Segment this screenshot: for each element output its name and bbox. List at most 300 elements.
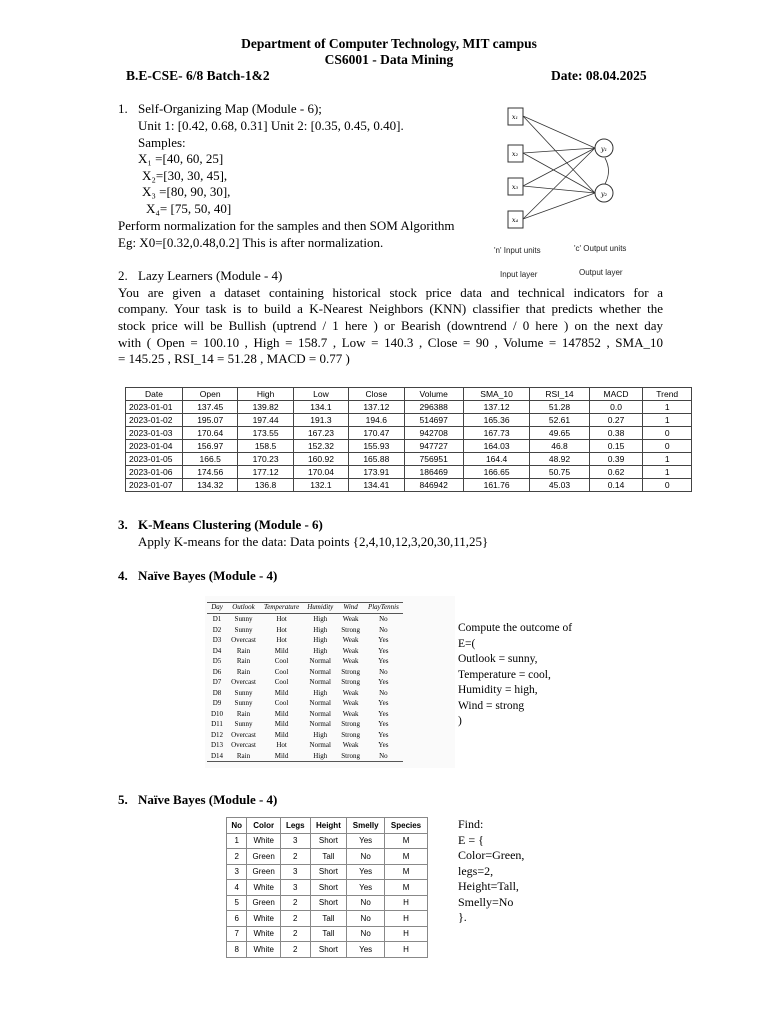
- q2-para-line-4: with ( Open = 100.10 , High = 158.7 , Low = 140.3 , Close = 90 , Volume = 147852 , SMA_10: [118, 335, 663, 350]
- stock-table: [125, 387, 692, 492]
- table-cell: 3: [281, 880, 311, 896]
- table-cell: Strong: [341, 667, 360, 676]
- table-cell: 173.91: [349, 466, 404, 479]
- q5-title: Naïve Bayes (Module - 4): [138, 792, 278, 807]
- table-cell: Cool: [274, 667, 289, 676]
- table-cell: 2: [281, 942, 311, 958]
- col-header: Temperature: [260, 603, 303, 614]
- table-cell: Overcast: [231, 636, 256, 644]
- table-cell: Weak: [342, 657, 359, 665]
- output-label-2: y₂: [600, 190, 608, 198]
- table-cell: 2: [281, 895, 311, 911]
- table-cell: D8: [212, 688, 222, 697]
- table-cell: Mild: [274, 730, 289, 739]
- table-cell: 0.14: [589, 479, 643, 492]
- q2-number: 2.: [118, 268, 128, 283]
- table-cell: No: [347, 849, 385, 865]
- species-table-container: [226, 817, 428, 958]
- table-cell: 2023-01-03: [126, 427, 183, 440]
- table-row: [227, 849, 428, 865]
- q5-query-line: legs=2,: [458, 863, 494, 878]
- table-cell: D6: [212, 667, 222, 676]
- q5-query-line: Height=Tall,: [458, 879, 519, 893]
- q5-query-line: Color=Green,: [458, 848, 525, 862]
- table-cell: Hot: [276, 625, 287, 634]
- table-cell: Normal: [309, 709, 331, 718]
- table-row: [207, 646, 403, 657]
- table-cell: Strong: [341, 720, 360, 728]
- q4-query-line: Temperature = cool,: [458, 668, 551, 681]
- table-cell: 296388: [404, 401, 463, 414]
- table-cell: 167.23: [293, 427, 348, 440]
- table-cell: 139.82: [238, 401, 293, 414]
- table-row: [207, 667, 403, 678]
- col-header: Trend: [643, 388, 692, 401]
- table-row: [126, 479, 692, 492]
- q5-number: 5.: [118, 792, 128, 807]
- table-row: [207, 656, 403, 667]
- species-header-row: [227, 818, 428, 834]
- table-row: [126, 440, 692, 453]
- q1-number: 1.: [118, 101, 128, 116]
- table-cell: No: [379, 751, 388, 760]
- table-cell: 50.75: [530, 466, 589, 479]
- table-cell: 942708: [404, 427, 463, 440]
- table-cell: Weak: [342, 615, 359, 623]
- table-row: [227, 833, 428, 849]
- q1-sample-x3: X₃ =[80, 90, 30],: [142, 184, 231, 199]
- table-cell: No: [347, 911, 385, 927]
- table-cell: D5: [212, 657, 222, 665]
- col-header: PlayTennis: [364, 603, 403, 614]
- course-title: CS6001 - Data Mining: [324, 52, 454, 67]
- table-cell: Yes: [378, 720, 389, 728]
- q4-number: 4.: [118, 568, 128, 583]
- table-cell: Green: [247, 849, 281, 865]
- table-cell: Strong: [341, 751, 360, 760]
- q1-perform-text: Perform normalization for the samples and then SOM Algorithm: [118, 218, 455, 233]
- table-cell: Short: [310, 864, 347, 880]
- q2-para-line-3: stock price will be Bullish (uptrend / 1 here ) or Bearish (downtrend / 0 here ) on the next day: [118, 318, 663, 333]
- table-cell: 167.73: [463, 427, 529, 440]
- table-cell: Cool: [274, 657, 289, 665]
- table-cell: H: [385, 895, 428, 911]
- table-cell: 155.93: [349, 440, 404, 453]
- col-header: Color: [247, 818, 281, 834]
- table-cell: D10: [211, 709, 224, 718]
- table-cell: Mild: [274, 720, 289, 728]
- table-cell: 170.04: [293, 466, 348, 479]
- table-cell: 166.5: [183, 453, 238, 466]
- table-cell: 173.55: [238, 427, 293, 440]
- table-cell: 158.5: [238, 440, 293, 453]
- q4-query-line: Humidity = high,: [458, 684, 538, 696]
- table-cell: Mild: [274, 688, 289, 697]
- table-cell: M: [385, 833, 428, 849]
- col-header: High: [238, 388, 293, 401]
- department-title: Department of Computer Technology, MIT campus: [241, 36, 537, 51]
- table-cell: Green: [247, 895, 281, 911]
- table-cell: High: [313, 751, 328, 760]
- table-cell: M: [385, 849, 428, 865]
- input-units-label: 'n' Input units: [494, 246, 541, 255]
- table-cell: Normal: [309, 720, 331, 728]
- q1-sample-x1: X₁ =[40, 60, 25]: [138, 151, 224, 166]
- table-cell: Rain: [236, 657, 251, 665]
- table-cell: 166.65: [463, 466, 529, 479]
- table-cell: 197.44: [238, 414, 293, 427]
- table-cell: Rain: [236, 751, 251, 760]
- table-cell: 3: [227, 864, 247, 880]
- table-cell: Yes: [378, 730, 389, 739]
- q4-query-line: Compute the outcome of: [458, 622, 573, 634]
- table-cell: Yes: [347, 880, 385, 896]
- som-diagram: [484, 96, 660, 282]
- table-cell: 2023-01-05: [126, 453, 183, 466]
- table-cell: 5: [227, 895, 247, 911]
- table-cell: Normal: [309, 667, 331, 676]
- table-cell: Overcast: [231, 730, 256, 739]
- input-label-1: x₁: [511, 113, 519, 121]
- q1-units: Unit 1: [0.42, 0.68, 0.31] Unit 2: [0.35, 0.45, 0.40].: [138, 118, 404, 133]
- table-cell: 51.28: [530, 401, 589, 414]
- table-cell: D9: [212, 699, 222, 707]
- col-header: Smelly: [347, 818, 385, 834]
- table-cell: Cool: [274, 678, 289, 686]
- table-cell: H: [385, 926, 428, 942]
- date-label: Date: 08.04.2025: [551, 68, 647, 83]
- table-cell: No: [379, 625, 388, 634]
- table-row: [126, 466, 692, 479]
- table-cell: Short: [310, 833, 347, 849]
- table-cell: D2: [212, 625, 222, 634]
- table-cell: 756951: [404, 453, 463, 466]
- table-cell: D3: [212, 636, 222, 644]
- table-cell: 177.12: [238, 466, 293, 479]
- table-cell: 514697: [404, 414, 463, 427]
- table-cell: Yes: [378, 636, 389, 644]
- table-row: [207, 635, 403, 646]
- col-header: Humidity: [303, 603, 337, 614]
- table-row: [207, 698, 403, 709]
- table-cell: Weak: [342, 688, 359, 697]
- col-header: Species: [385, 818, 428, 834]
- q4-query-box: [458, 621, 572, 730]
- table-cell: Mild: [274, 751, 289, 760]
- table-cell: Sunny: [234, 625, 253, 634]
- table-cell: H: [385, 942, 428, 958]
- table-cell: Strong: [341, 730, 360, 739]
- table-cell: D7: [212, 678, 222, 686]
- table-cell: Tall: [310, 911, 347, 927]
- q1-example-text: Eg: X0=[0.32,0.48,0.2] This is after normalization.: [118, 235, 384, 250]
- table-cell: 0.38: [589, 427, 643, 440]
- q3-number: 3.: [118, 517, 128, 532]
- q2-para-line-2: company. Your task is to build a K-Nearest Neighbors (KNN) classifier that predicts whether the: [118, 301, 663, 316]
- table-row: [227, 864, 428, 880]
- table-cell: Overcast: [231, 741, 256, 749]
- som-network-svg: [484, 96, 660, 282]
- table-cell: Tall: [310, 926, 347, 942]
- table-cell: 3: [281, 864, 311, 880]
- table-row: [207, 688, 403, 699]
- table-cell: Yes: [378, 741, 389, 749]
- table-cell: 186469: [404, 466, 463, 479]
- col-header: RSI_14: [530, 388, 589, 401]
- table-cell: 165.88: [349, 453, 404, 466]
- table-cell: D13: [211, 741, 224, 749]
- table-cell: 136.8: [238, 479, 293, 492]
- batch-label: B.E-CSE- 6/8 Batch-1&2: [126, 68, 270, 83]
- table-cell: 2023-01-07: [126, 479, 183, 492]
- table-cell: 170.47: [349, 427, 404, 440]
- table-cell: M: [385, 864, 428, 880]
- table-cell: H: [385, 911, 428, 927]
- table-row: [207, 709, 403, 720]
- table-cell: D4: [212, 646, 222, 655]
- table-cell: Normal: [309, 678, 331, 686]
- input-layer-label: Input layer: [500, 270, 538, 279]
- table-row: [207, 730, 403, 741]
- species-table: [226, 817, 428, 958]
- table-cell: Yes: [378, 657, 389, 665]
- table-cell: Short: [310, 895, 347, 911]
- q1-sample-x2: X₂=[30, 30, 45],: [142, 168, 228, 183]
- table-cell: Hot: [276, 636, 287, 644]
- col-header: No: [227, 818, 247, 834]
- q3-title: K-Means Clustering (Module - 6): [138, 517, 323, 532]
- table-cell: Weak: [342, 699, 359, 707]
- col-header: Outlook: [227, 603, 260, 614]
- table-cell: Hot: [276, 615, 287, 623]
- input-label-3: x₃: [511, 183, 519, 191]
- table-cell: Normal: [309, 699, 331, 707]
- q5-query-line: Smelly=No: [458, 894, 514, 909]
- table-cell: White: [247, 911, 281, 927]
- table-cell: 161.76: [463, 479, 529, 492]
- table-cell: 2: [281, 926, 311, 942]
- table-cell: 48.92: [530, 453, 589, 466]
- table-cell: 134.32: [183, 479, 238, 492]
- table-cell: Sunny: [234, 720, 253, 728]
- table-cell: Green: [247, 864, 281, 880]
- table-cell: 134.1: [293, 401, 348, 414]
- col-header: Legs: [281, 818, 311, 834]
- table-cell: Short: [310, 942, 347, 958]
- table-cell: 2023-01-01: [126, 401, 183, 414]
- table-cell: 164.03: [463, 440, 529, 453]
- table-cell: 1: [643, 414, 692, 427]
- table-cell: D1: [212, 615, 222, 623]
- q4-query-line: ): [458, 715, 462, 727]
- col-header: Wind: [337, 603, 364, 614]
- table-cell: 156.97: [183, 440, 238, 453]
- col-header: Height: [310, 818, 347, 834]
- table-cell: 49.65: [530, 427, 589, 440]
- q2-para-line-5: = 145.25 , RSI_14 = 51.28 , MACD = 0.77 ): [118, 351, 350, 366]
- table-cell: Strong: [341, 678, 360, 686]
- table-cell: 52.61: [530, 414, 589, 427]
- col-header: Close: [349, 388, 404, 401]
- table-cell: 1: [643, 401, 692, 414]
- output-units-label: 'c' Output units: [574, 244, 627, 253]
- table-cell: Overcast: [231, 678, 256, 686]
- table-cell: Cool: [274, 699, 289, 707]
- table-row: [227, 942, 428, 958]
- table-cell: High: [313, 615, 328, 623]
- q1-title: Self-Organizing Map (Module - 6);: [138, 101, 322, 116]
- table-cell: D12: [211, 730, 224, 739]
- q4-query-line: E=(: [458, 637, 476, 650]
- q4-title: Naïve Bayes (Module - 4): [138, 568, 278, 583]
- table-cell: White: [247, 880, 281, 896]
- table-cell: M: [385, 880, 428, 896]
- table-cell: 2023-01-04: [126, 440, 183, 453]
- table-cell: Rain: [236, 709, 251, 718]
- q1-samples-label: Samples:: [138, 135, 186, 150]
- table-cell: 174.56: [183, 466, 238, 479]
- table-cell: 0: [643, 479, 692, 492]
- q5-query-line: E = {: [458, 832, 484, 847]
- som-connections: [523, 116, 609, 219]
- table-cell: Yes: [378, 678, 389, 686]
- col-header: Date: [126, 388, 183, 401]
- table-cell: 160.92: [293, 453, 348, 466]
- tennis-header-row: [207, 603, 403, 614]
- col-header: MACD: [589, 388, 643, 401]
- q2-para-line-1: You are given a dataset containing historical stock price data and technical indicators for a: [118, 285, 663, 300]
- table-cell: 2: [281, 911, 311, 927]
- table-cell: Weak: [342, 741, 359, 749]
- table-cell: 2: [227, 849, 247, 865]
- table-cell: 0: [643, 440, 692, 453]
- table-cell: 45.03: [530, 479, 589, 492]
- table-cell: No: [347, 926, 385, 942]
- table-cell: High: [313, 625, 328, 634]
- table-cell: No: [379, 688, 388, 697]
- input-label-2: x₂: [511, 150, 519, 158]
- table-cell: No: [379, 615, 388, 623]
- table-cell: 6: [227, 911, 247, 927]
- table-cell: High: [313, 730, 328, 739]
- table-cell: 3: [281, 833, 311, 849]
- table-cell: 0: [643, 427, 692, 440]
- table-cell: White: [247, 942, 281, 958]
- table-cell: Hot: [276, 741, 287, 749]
- output-layer-label: Output layer: [579, 268, 623, 277]
- table-cell: 2023-01-06: [126, 466, 183, 479]
- table-cell: Normal: [309, 741, 331, 749]
- table-cell: 195.07: [183, 414, 238, 427]
- output-label-1: y₁: [600, 145, 608, 153]
- table-cell: 152.32: [293, 440, 348, 453]
- q3-text: Apply K-means for the data: Data points {2,4,10,12,3,20,30,11,25}: [138, 534, 489, 549]
- table-cell: D14: [211, 751, 224, 760]
- col-header: Volume: [404, 388, 463, 401]
- table-cell: Yes: [347, 833, 385, 849]
- table-cell: Weak: [342, 709, 359, 718]
- table-cell: Rain: [236, 667, 251, 676]
- stock-table-header-row: [126, 388, 692, 401]
- table-cell: 0.0: [589, 401, 643, 414]
- table-cell: 137.12: [349, 401, 404, 414]
- table-cell: 0.62: [589, 466, 643, 479]
- table-cell: 1: [227, 833, 247, 849]
- col-header: Day: [207, 603, 227, 614]
- input-label-4: x₄: [511, 216, 519, 224]
- table-cell: Yes: [378, 699, 389, 707]
- table-cell: 164.4: [463, 453, 529, 466]
- q4-query-line: Outlook = sunny,: [458, 653, 538, 665]
- table-cell: 4: [227, 880, 247, 896]
- table-cell: 46.8: [530, 440, 589, 453]
- stock-table-container: [125, 387, 692, 492]
- col-header: Low: [293, 388, 348, 401]
- table-cell: Mild: [274, 709, 289, 718]
- table-cell: 7: [227, 926, 247, 942]
- table-cell: Yes: [378, 709, 389, 718]
- table-cell: 170.64: [183, 427, 238, 440]
- table-cell: White: [247, 833, 281, 849]
- q4-query-line: Wind = strong: [458, 699, 525, 712]
- table-row: [227, 911, 428, 927]
- table-cell: Sunny: [234, 699, 253, 707]
- table-cell: 137.12: [463, 401, 529, 414]
- table-row: [207, 677, 403, 688]
- q5-query-box: [458, 817, 524, 926]
- table-cell: 165.36: [463, 414, 529, 427]
- table-cell: 8: [227, 942, 247, 958]
- table-row: [126, 414, 692, 427]
- table-cell: 0.27: [589, 414, 643, 427]
- table-cell: 137.45: [183, 401, 238, 414]
- q5-query-line: }.: [458, 910, 467, 924]
- table-cell: Rain: [236, 646, 251, 655]
- table-cell: 191.3: [293, 414, 348, 427]
- table-cell: Yes: [378, 646, 389, 655]
- table-row: [207, 625, 403, 636]
- table-cell: 2023-01-02: [126, 414, 183, 427]
- table-row: [126, 453, 692, 466]
- col-header: SMA_10: [463, 388, 529, 401]
- table-cell: 2: [281, 849, 311, 865]
- table-cell: Sunny: [234, 688, 253, 697]
- tennis-table-container: [205, 596, 455, 768]
- q1-sample-x4: X₄= [75, 50, 40]: [146, 201, 232, 216]
- table-cell: Yes: [347, 942, 385, 958]
- table-cell: 947727: [404, 440, 463, 453]
- table-row: [227, 880, 428, 896]
- table-cell: D11: [211, 720, 223, 728]
- table-cell: 0.39: [589, 453, 643, 466]
- table-cell: 0.15: [589, 440, 643, 453]
- table-cell: Tall: [310, 849, 347, 865]
- table-cell: High: [313, 636, 328, 644]
- table-cell: Yes: [347, 864, 385, 880]
- table-cell: 134.41: [349, 479, 404, 492]
- q2-title: Lazy Learners (Module - 4): [138, 268, 283, 283]
- table-row: [126, 427, 692, 440]
- table-cell: Sunny: [234, 615, 253, 623]
- table-row: [207, 751, 403, 762]
- table-cell: 1: [643, 466, 692, 479]
- table-cell: 170.23: [238, 453, 293, 466]
- q5-query-line: Find:: [458, 817, 484, 831]
- table-cell: Normal: [309, 657, 331, 665]
- table-cell: Weak: [342, 636, 359, 644]
- table-row: [227, 926, 428, 942]
- table-cell: Weak: [342, 646, 359, 655]
